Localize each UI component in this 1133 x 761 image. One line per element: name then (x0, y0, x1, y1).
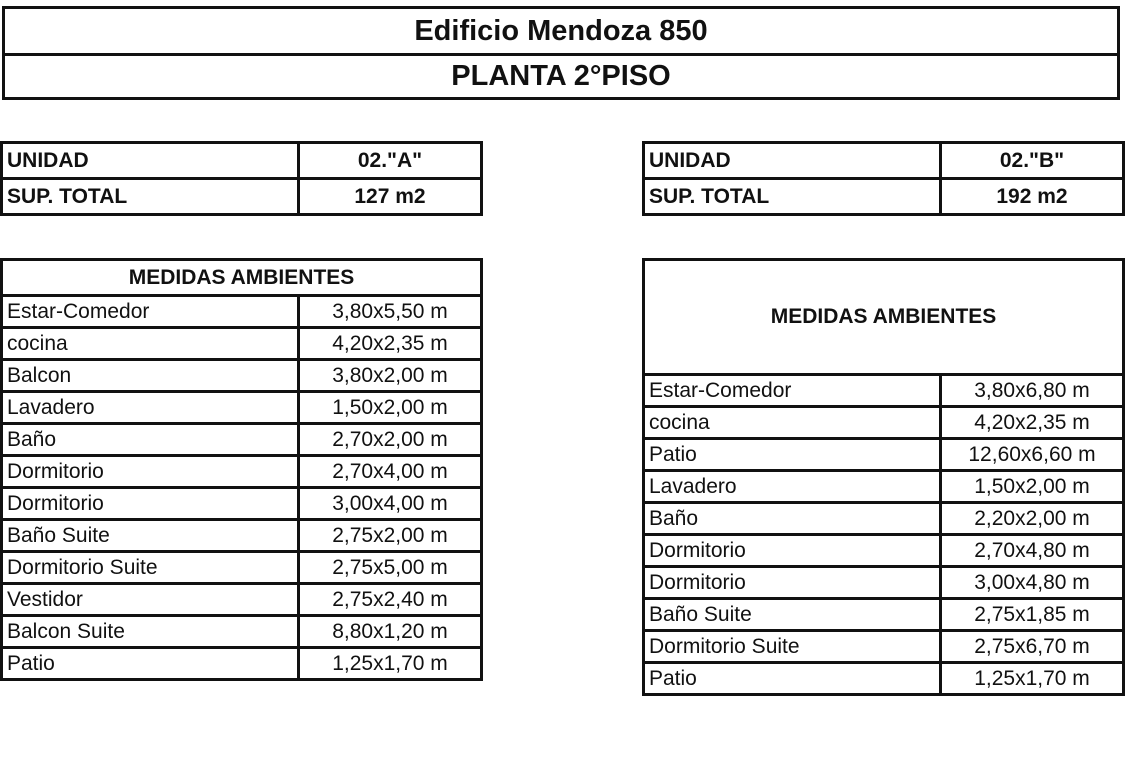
room-name: Dormitorio Suite (2, 552, 299, 584)
unit-b-sup-row (644, 179, 1124, 215)
unidad-value: 02."A" (299, 143, 482, 179)
sup-total-value: 192 m2 (941, 179, 1124, 215)
room-name: Patio (644, 663, 941, 695)
unidad-label: UNIDAD (2, 143, 299, 179)
room-name: Lavadero (2, 392, 299, 424)
room-size: 2,70x2,00 m (299, 424, 482, 456)
room-name: Dormitorio (2, 488, 299, 520)
room-size: 2,75x2,00 m (299, 520, 482, 552)
room-size: 1,25x1,70 m (299, 648, 482, 680)
room-size: 2,75x6,70 m (941, 631, 1124, 663)
room-name: Patio (2, 648, 299, 680)
room-size: 3,80x5,50 m (299, 296, 482, 328)
room-row (2, 392, 482, 424)
room-name: cocina (644, 407, 941, 439)
sup-total-value: 127 m2 (299, 179, 482, 215)
room-row (644, 439, 1124, 471)
room-row (2, 648, 482, 680)
room-size: 3,00x4,80 m (941, 567, 1124, 599)
unit-b-measurements-table (642, 258, 1125, 696)
unit-b-summary-table (642, 141, 1125, 216)
room-size: 1,50x2,00 m (299, 392, 482, 424)
measurements-header: MEDIDAS AMBIENTES (644, 260, 1124, 375)
unidad-value: 02."B" (941, 143, 1124, 179)
room-name: Dormitorio (644, 535, 941, 567)
room-size: 2,75x1,85 m (941, 599, 1124, 631)
unit-a-sup-row (2, 179, 482, 215)
measurements-header-row (644, 260, 1124, 375)
room-row (2, 584, 482, 616)
unit-a-summary-table (0, 141, 483, 216)
room-name: Lavadero (644, 471, 941, 503)
room-size: 12,60x6,60 m (941, 439, 1124, 471)
room-name: Estar-Comedor (644, 375, 941, 407)
room-size: 4,20x2,35 m (941, 407, 1124, 439)
room-size: 2,70x4,00 m (299, 456, 482, 488)
unit-a-unidad-row (2, 143, 482, 179)
room-name: Baño Suite (644, 599, 941, 631)
room-row (2, 328, 482, 360)
room-size: 2,75x2,40 m (299, 584, 482, 616)
measurements-header-row (2, 260, 482, 296)
room-row (2, 456, 482, 488)
unit-b-unidad-row (644, 143, 1124, 179)
room-row (2, 616, 482, 648)
room-row (2, 520, 482, 552)
room-name: Vestidor (2, 584, 299, 616)
room-name: Dormitorio (644, 567, 941, 599)
building-title-box (2, 6, 1120, 100)
room-name: Estar-Comedor (2, 296, 299, 328)
room-name: Patio (644, 439, 941, 471)
room-size: 2,70x4,80 m (941, 535, 1124, 567)
room-size: 3,80x2,00 m (299, 360, 482, 392)
room-row (2, 424, 482, 456)
room-name: Dormitorio Suite (644, 631, 941, 663)
room-name: Balcon Suite (2, 616, 299, 648)
room-size: 1,25x1,70 m (941, 663, 1124, 695)
room-row (644, 567, 1124, 599)
room-size: 2,75x5,00 m (299, 552, 482, 584)
room-name: cocina (2, 328, 299, 360)
room-name: Baño Suite (2, 520, 299, 552)
room-name: Balcon (2, 360, 299, 392)
unit-a-measurements-table (0, 258, 483, 681)
room-row (2, 360, 482, 392)
room-row (644, 631, 1124, 663)
room-row (644, 407, 1124, 439)
room-size: 8,80x1,20 m (299, 616, 482, 648)
room-size: 2,20x2,00 m (941, 503, 1124, 535)
sup-total-label: SUP. TOTAL (644, 179, 941, 215)
room-name: Baño (644, 503, 941, 535)
room-row (644, 663, 1124, 695)
room-name: Dormitorio (2, 456, 299, 488)
room-size: 1,50x2,00 m (941, 471, 1124, 503)
room-row (644, 471, 1124, 503)
room-row (2, 296, 482, 328)
building-name: Edificio Mendoza 850 (414, 14, 708, 47)
room-row (644, 599, 1124, 631)
room-size: 3,00x4,00 m (299, 488, 482, 520)
unidad-label: UNIDAD (644, 143, 941, 179)
room-name: Baño (2, 424, 299, 456)
room-size: 3,80x6,80 m (941, 375, 1124, 407)
room-row (2, 552, 482, 584)
room-size: 4,20x2,35 m (299, 328, 482, 360)
room-row (644, 503, 1124, 535)
room-row (2, 488, 482, 520)
room-row (644, 375, 1124, 407)
sup-total-label: SUP. TOTAL (2, 179, 299, 215)
floor-plan-title: PLANTA 2°PISO (5, 53, 1117, 97)
measurements-header: MEDIDAS AMBIENTES (2, 260, 482, 296)
room-row (644, 535, 1124, 567)
